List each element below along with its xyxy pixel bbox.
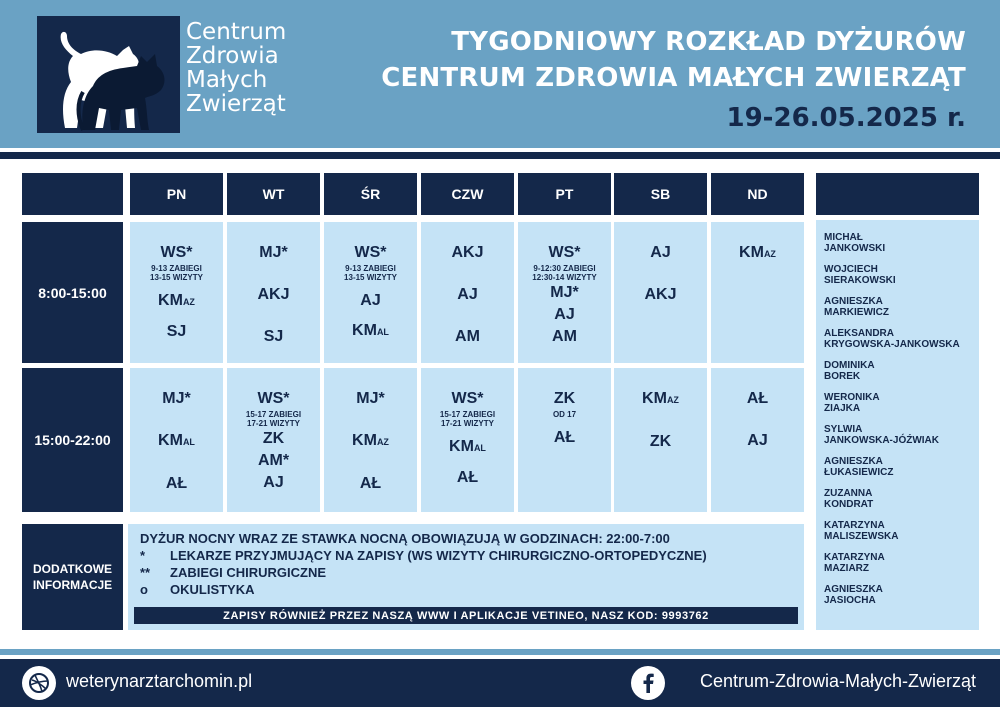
doctor-initials: WS*	[451, 390, 484, 407]
schedule-cell	[711, 222, 804, 363]
doctor-initials: AŁ	[456, 469, 479, 486]
logo-line: Zwierząt	[186, 91, 286, 117]
doctor-code	[263, 472, 283, 494]
schedule-cell	[227, 222, 320, 363]
doctor-suffix: AZ	[376, 437, 389, 447]
doctor-code	[455, 326, 480, 348]
doctor-initials: AŁ	[746, 390, 769, 407]
doctor-initials: KM	[642, 390, 667, 407]
staff-member	[824, 520, 979, 542]
shift-note: 15-17 ZABIEGI	[439, 410, 496, 419]
staff-name-line: SYLWIA	[824, 424, 863, 435]
doctor-initials: MJ*	[259, 244, 288, 261]
shift-note: 13-15 WIZYTY	[150, 273, 203, 282]
time-slot-label: 8:00-15:00	[22, 222, 123, 363]
staff-name-line: MICHAŁ	[824, 232, 863, 243]
doctor-initials: AJ	[554, 306, 575, 323]
doctor-code	[158, 290, 195, 313]
doctor-code	[650, 431, 671, 453]
staff-name-line: MALISZEWSKA	[824, 531, 899, 542]
staff-name-line: BOREK	[824, 371, 861, 382]
doctor-suffix: AL	[376, 327, 389, 337]
doctor-code	[457, 284, 477, 306]
facebook-icon	[631, 666, 665, 700]
cat-logo-icon	[37, 16, 180, 133]
doctor-initials: AJ	[263, 474, 284, 491]
doctor-initials: AKJ	[257, 286, 290, 303]
staff-name-line: DOMINIKA	[824, 360, 875, 371]
title-line-1: TYGODNIOWY ROZKŁAD DYŻURÓW	[451, 27, 966, 57]
doctor-initials: WS*	[257, 390, 290, 407]
schedule-cell	[614, 368, 707, 512]
doctor-initials: ZK	[262, 430, 285, 447]
schedule-cell	[614, 222, 707, 363]
staff-name-line: AGNIESZKA	[824, 584, 883, 595]
staff-name-line: ZUZANNA	[824, 488, 873, 499]
doctor-code	[451, 242, 483, 264]
staff-name-line: JANKOWSKA-JÓŹWIAK	[824, 435, 939, 446]
info-night-shift: DYŻUR NOCNY WRAZ ZE STAWKA NOCNĄ OBOWIĄZUJĄ W GODZINACH: 22:00-7:00	[140, 531, 670, 546]
doctor-suffix: AZ	[666, 395, 679, 405]
staff-member	[824, 296, 979, 318]
doctor-initials: AKJ	[451, 244, 484, 261]
doctor-code	[158, 430, 195, 453]
info-legend-row	[140, 581, 792, 598]
doctor-code	[552, 326, 577, 348]
schedule-cell	[421, 222, 514, 363]
doctor-code	[150, 242, 203, 282]
schedule-cell	[130, 368, 223, 512]
shift-note: 9-12:30 ZABIEGI	[533, 264, 596, 273]
schedule-cell	[421, 368, 514, 512]
doctor-initials: KM	[158, 432, 183, 449]
doctor-suffix: AZ	[763, 249, 776, 259]
doctor-code	[264, 326, 284, 348]
doctor-initials: AŁ	[165, 475, 188, 492]
staff-name-line: KATARZYNA	[824, 520, 885, 531]
doctor-initials: MJ*	[550, 284, 579, 301]
doctor-code	[263, 428, 284, 450]
doctor-code	[739, 242, 776, 265]
staff-list	[816, 220, 979, 630]
staff-name-line: AGNIESZKA	[824, 456, 883, 467]
doctor-initials: AŁ	[553, 429, 576, 446]
staff-name-line: KATARZYNA	[824, 552, 885, 563]
legend-marker: *	[140, 548, 146, 563]
doctor-code	[554, 427, 575, 449]
legend-text: ZABIEGI CHIRURGICZNE	[170, 565, 326, 580]
doctor-code	[449, 436, 486, 459]
day-header: ŚR	[324, 173, 417, 215]
title-dates: 19-26.05.2025 r.	[726, 103, 966, 133]
staff-name-line: ŁUKASIEWICZ	[824, 467, 894, 478]
shift-note: 13-15 WIZYTY	[344, 273, 397, 282]
doctor-initials: AM*	[257, 452, 290, 469]
info-label-line: DODATKOWE	[32, 562, 113, 576]
shift-note: OD 17	[552, 410, 577, 419]
staff-header	[816, 173, 979, 215]
staff-member	[824, 552, 979, 574]
staff-name-line: SIERAKOWSKI	[824, 275, 896, 286]
doctor-code	[532, 242, 596, 282]
schedule-cell	[324, 222, 417, 363]
doctor-initials: KM	[158, 292, 183, 309]
staff-member	[824, 456, 979, 478]
website-link[interactable]: weterynarztarchomin.pl	[66, 671, 253, 691]
day-header: SB	[614, 173, 707, 215]
doctor-code	[554, 304, 574, 326]
doctor-code	[550, 282, 578, 304]
shift-note: 9-13 ZABIEGI	[151, 264, 202, 273]
doctor-code	[258, 450, 289, 472]
info-label	[22, 524, 123, 630]
day-header: PT	[518, 173, 611, 215]
doctor-code	[457, 467, 478, 489]
schedule-cell	[324, 368, 417, 512]
info-legend-row	[140, 564, 792, 581]
schedule-cell	[227, 368, 320, 512]
staff-name-line: WOJCIECH	[824, 264, 878, 275]
doctor-initials: AKJ	[644, 286, 677, 303]
doctor-code	[257, 284, 289, 306]
doctor-code	[553, 388, 576, 419]
doctor-code	[747, 430, 767, 452]
doctor-code	[360, 473, 381, 495]
doctor-initials: AJ	[650, 244, 671, 261]
header-divider	[0, 152, 1000, 159]
staff-name-line: ALEKSANDRA	[824, 328, 894, 339]
doctor-initials: AŁ	[359, 475, 382, 492]
staff-member	[824, 328, 979, 350]
doctor-initials: KM	[352, 322, 377, 339]
staff-member	[824, 360, 979, 382]
doctor-code	[162, 388, 190, 410]
doctor-initials: KM	[449, 438, 474, 455]
staff-name-line: MAZIARZ	[824, 563, 869, 574]
info-box	[128, 524, 804, 630]
doctor-initials: WS*	[354, 244, 387, 261]
doctor-initials: AJ	[360, 292, 381, 309]
globe-icon	[22, 666, 56, 700]
doctor-initials: WS*	[160, 244, 193, 261]
legend-marker: o	[140, 582, 148, 597]
doctor-initials: MJ*	[162, 390, 191, 407]
schedule-cell	[711, 368, 804, 512]
shift-note: 12:30-14 WIZYTY	[532, 273, 597, 282]
doctor-initials: KM	[739, 244, 764, 261]
doctor-code	[650, 242, 670, 264]
staff-member	[824, 232, 979, 254]
doctor-code	[259, 242, 287, 264]
doctor-initials: MJ*	[356, 390, 385, 407]
legend-text: LEKARZE PRZYJMUJĄCY NA ZAPISY (WS WIZYTY CHIRURGICZNO-ORTOPEDYCZNE)	[170, 548, 707, 563]
staff-name-line: AGNIESZKA	[824, 296, 883, 307]
footer-divider	[0, 649, 1000, 655]
staff-name-line: JASIOCHA	[824, 595, 876, 606]
legend-marker: **	[140, 565, 151, 580]
shift-note: 17-21 WIZYTY	[247, 419, 300, 428]
facebook-link[interactable]: Centrum-Zdrowia-Małych-Zwierząt	[699, 671, 976, 691]
doctor-initials: ZK	[553, 390, 576, 407]
doctor-code	[167, 321, 187, 343]
staff-member	[824, 392, 979, 414]
info-label-line: INFORMACJE	[32, 578, 113, 592]
logo-text	[186, 20, 286, 116]
staff-member	[824, 488, 979, 510]
staff-member	[824, 264, 979, 286]
shift-note: 9-13 ZABIEGI	[345, 264, 396, 273]
staff-name-line: KONDRAT	[824, 499, 874, 510]
doctor-code	[352, 320, 389, 343]
staff-name-line: KRYGOWSKA-JANKOWSKA	[824, 339, 960, 350]
doctor-code	[166, 473, 187, 495]
booking-banner: ZAPISY RÓWNIEŻ PRZEZ NASZĄ WWW I APLIKACJE VETINEO, NASZ KOD: 9993762	[134, 607, 798, 624]
doctor-initials: KM	[352, 432, 377, 449]
staff-member	[824, 584, 979, 606]
doctor-code	[246, 388, 301, 428]
doctor-code	[352, 430, 389, 453]
doctor-code	[356, 388, 384, 410]
doctor-suffix: AL	[473, 443, 486, 453]
staff-name-line: ZIAJKA	[824, 403, 861, 414]
doctor-code	[344, 242, 397, 282]
doctor-initials: SJ	[166, 323, 187, 340]
info-legend-row	[140, 547, 792, 564]
doctor-initials: AJ	[747, 432, 768, 449]
doctor-initials: AM	[552, 328, 577, 345]
day-header: ND	[711, 173, 804, 215]
day-header: PN	[130, 173, 223, 215]
shift-note: 17-21 WIZYTY	[441, 419, 494, 428]
schedule-cell	[518, 368, 611, 512]
doctor-suffix: AZ	[182, 297, 195, 307]
staff-name-line: WERONIKA	[824, 392, 880, 403]
legend-text: OKULISTYKA	[170, 582, 255, 597]
doctor-code	[440, 388, 495, 428]
doctor-code	[360, 290, 380, 312]
doctor-initials: ZK	[649, 433, 672, 450]
day-header: CZW	[421, 173, 514, 215]
corner-cell	[22, 173, 123, 215]
staff-name-line: JANKOWSKI	[824, 243, 886, 254]
doctor-suffix: AL	[182, 437, 195, 447]
footer	[0, 659, 1000, 707]
schedule-cell	[130, 222, 223, 363]
logo-line: Centrum	[186, 19, 287, 45]
logo-line: Zdrowia	[186, 43, 279, 69]
logo-line: Małych	[186, 67, 268, 93]
title-line-2: CENTRUM ZDROWIA MAŁYCH ZWIERZĄT	[381, 63, 966, 93]
doctor-initials: AJ	[457, 286, 478, 303]
shift-note: 15-17 ZABIEGI	[245, 410, 302, 419]
doctor-code	[642, 388, 679, 411]
doctor-code	[644, 284, 676, 306]
doctor-initials: AM	[455, 328, 480, 345]
page-title	[381, 24, 966, 136]
schedule-cell	[518, 222, 611, 363]
staff-member	[824, 424, 979, 446]
time-slot-label: 15:00-22:00	[22, 368, 123, 512]
day-header: WT	[227, 173, 320, 215]
doctor-code	[747, 388, 768, 410]
staff-name-line: MARKIEWICZ	[824, 307, 889, 318]
doctor-initials: WS*	[548, 244, 581, 261]
doctor-initials: SJ	[263, 328, 284, 345]
